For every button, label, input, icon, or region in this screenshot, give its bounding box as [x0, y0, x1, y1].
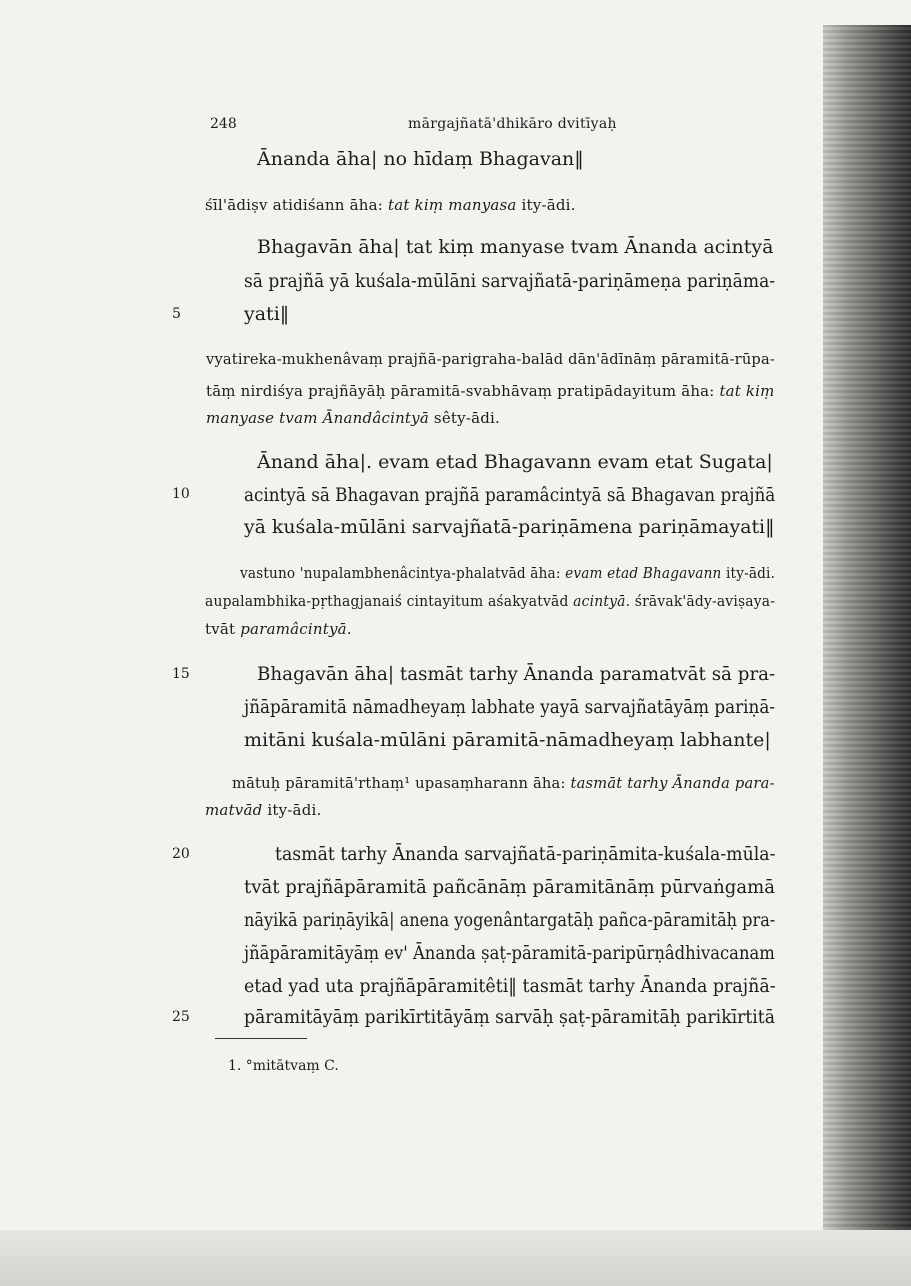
scan-binding-shadow	[823, 25, 911, 1230]
root-text-line: mitāni kuśala-mūlāni pāramitā-nāmadheyaṃ labhante|	[244, 729, 771, 751]
commentary-line: tvāt paramâcintyā.	[205, 620, 352, 638]
root-text-line: sā prajñā yā kuśala-mūlāni sarvajñatā-pariṇāmeṇa pariṇāma-	[244, 270, 776, 292]
root-text-line: tasmāt tarhy Ānanda sarvajñatā-pariṇāmita-kuśala-mūla-	[275, 843, 776, 865]
root-text-line: nāyikā pariṇāyikā| anena yogenântargatāḥ pañca-pāramitāḥ pra-	[244, 909, 776, 931]
commentary-line: mātuḥ pāramitā'rthaṃ¹ upasaṃharann āha: tasmāt tarhy Ānanda para-	[232, 774, 775, 792]
root-text-line: etad yad uta prajñāpāramitêti‖ tasmāt tarhy Ānanda prajñā-	[244, 975, 776, 997]
commentary-line: śīl'ādiṣv atidiśann āha: tat kiṃ manyasa ity-ādi.	[205, 196, 576, 214]
commentary-line: manyase tvam Ānandâcintyā sêty-ādi.	[206, 409, 500, 427]
line-number: 10	[172, 486, 190, 502]
root-text-line: Bhagavān āha| tasmāt tarhy Ānanda paramatvāt sā pra-	[257, 663, 776, 685]
root-text-line: yati‖	[244, 303, 290, 325]
root-text-line: acintyā sā Bhagavan prajñā paramâcintyā sā Bhagavan prajñā	[244, 484, 776, 506]
line-number: 15	[172, 666, 190, 682]
root-text-line: pāramitāyāṃ parikīrtitāyāṃ sarvāḥ ṣaṭ-pāramitāḥ parikīrtitā	[244, 1006, 775, 1028]
commentary-line: aupalambhika-pṛthagjanaiś cintayitum aśakyatvād acintyā. śrāvak'ādy-aviṣaya-	[205, 592, 776, 610]
running-head: mārgajñatā'dhikāro dvitīyaḥ	[408, 116, 617, 132]
root-text-line: jñāpāramitā nāmadheyaṃ labhate yayā sarvajñatāyāṃ pariṇā-	[244, 696, 776, 718]
root-text-line: tvāt prajñāpāramitā pañcānāṃ pāramitānāṃ pūrvaṅgamā	[244, 876, 775, 898]
page-number: 248	[210, 116, 237, 132]
footnote: 1. °mitātvaṃ C.	[228, 1058, 339, 1074]
commentary-line: vyatireka-mukhenâvaṃ prajñā-parigraha-balād dān'ādīnāṃ pāramitā-rūpa-	[206, 350, 776, 368]
line-number: 20	[172, 846, 190, 862]
commentary-line: matvād ity-ādi.	[205, 801, 322, 819]
footnote-rule	[215, 1038, 307, 1039]
scan-bottom-margin	[0, 1230, 911, 1286]
root-text-line: jñāpāramitāyāṃ ev' Ānanda ṣaṭ-pāramitā-paripūrṇâdhivacanam	[244, 942, 775, 964]
root-text-line: Ānand āha|. evam etad Bhagavann evam etat Sugata|	[257, 451, 773, 473]
commentary-line: tāṃ nirdiśya prajñāyāḥ pāramitā-svabhāvaṃ pratipādayitum āha: tat kiṃ	[206, 382, 775, 400]
line-number: 5	[172, 306, 181, 322]
root-text-line: Bhagavān āha| tat kiṃ manyase tvam Ānanda acintyā	[257, 236, 774, 258]
commentary-line: vastuno 'nupalambhenâcintya-phalatvād āha: evam etad Bhagavann ity-ādi.	[240, 564, 776, 582]
root-text-line: yā kuśala-mūlāni sarvajñatā-pariṇāmena pariṇāmayati‖	[244, 516, 775, 538]
root-text-line: Ānanda āha| no hīdaṃ Bhagavan‖	[257, 148, 584, 170]
line-number: 25	[172, 1009, 190, 1025]
